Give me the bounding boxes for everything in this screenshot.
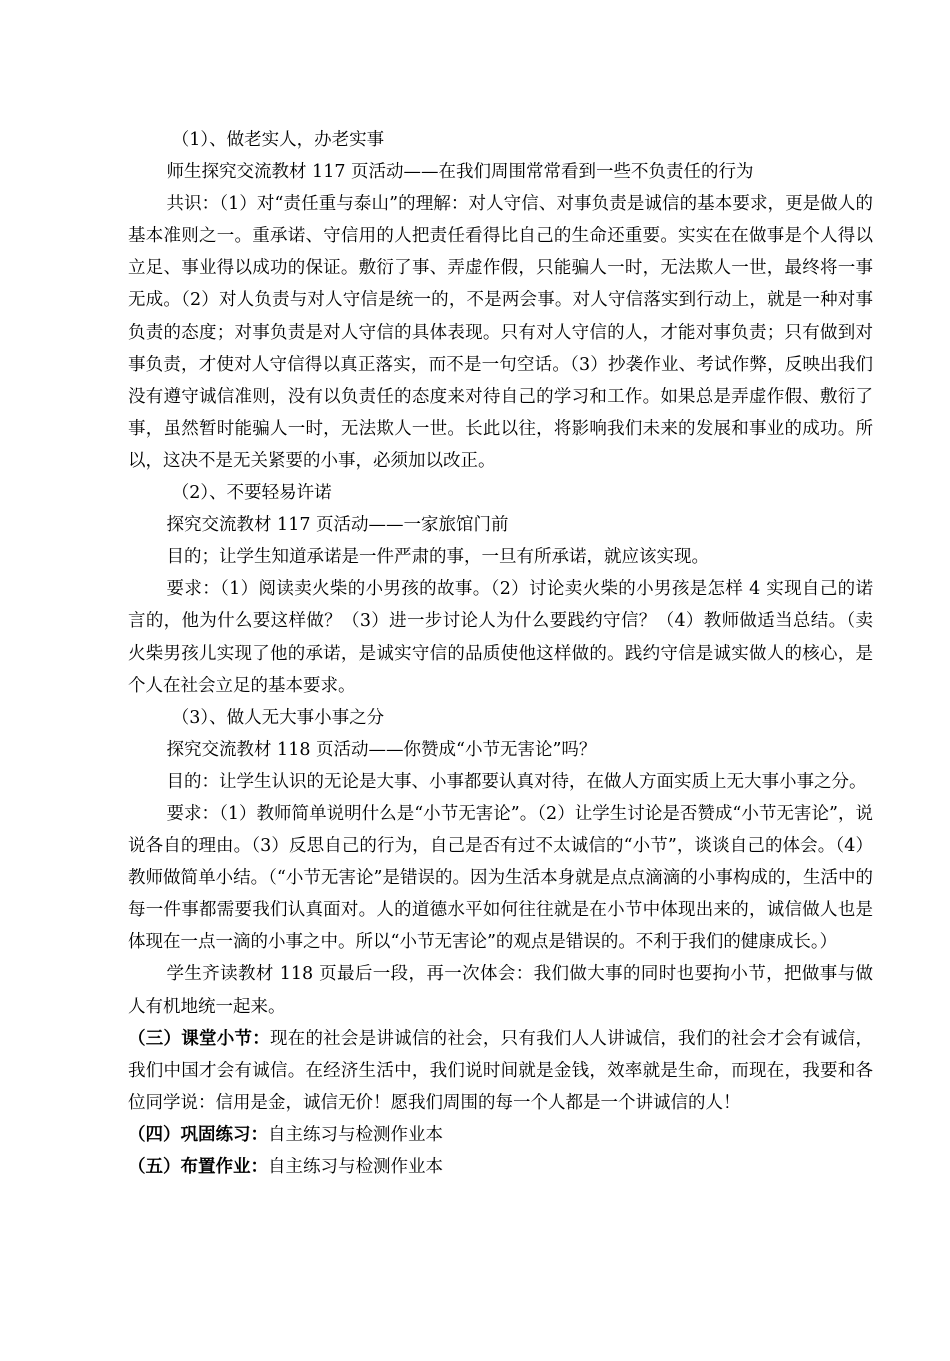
- section-2-purpose: 目的；让学生知道承诺是一件严肃的事，一旦有所承诺，就应该实现。: [166, 547, 709, 568]
- section-3-purpose: 目的：让学生认识的无论是大事、小事都要认真对待，在做人方面实质上无大事小事之分。: [166, 771, 867, 792]
- summary-paragraph: [128, 1023, 873, 1119]
- practice-text: 自主练习与检测作业本: [268, 1124, 443, 1145]
- homework-text: 自主练习与检测作业本: [268, 1157, 443, 1177]
- section-3-reading: 学生齐读教材 118 页最后一段，再一次体会：我们做大事的同时也要拘小节，把做事与做人有机地统一起来。: [128, 964, 873, 1017]
- section-2-activity: 探究交流教材 117 页活动——一家旅馆门前: [166, 515, 509, 536]
- section-2-heading: （2）、不要轻易许诺: [171, 483, 332, 504]
- document-body: [128, 124, 873, 1183]
- section-1-consensus: 共识：（1）对“责任重与泰山”的理解：对人守信、对事负责是诚信的基本要求，更是做人的基本准则之一。重承诺、守信用的人把责任看得比自己的生命还重要。实实在在做事是个人得以立足、事业得以成功的保证。敷衍了事、弄虚作假，只能骗人一时，无法欺人一世，最终将一事无成。（2）对人负责与对人守信是统一的，不是两会事。对人守信落实到行动上，就是一种对事负责的态度；对事负责是对人守信的具体表现。只有对人守信的人，才能对事负责；只有做到对事负责，才使对人守信得以真正落实，而不是一句空话。（3）抄袭作业、考试作弊，反映出我们没有遵守诚信准则，没有以负责任的态度来对待自己的学习和工作。如果总是弄虚作假、敷衍了事，虽然暂时能骗人一时，无法欺人一世。长此以往，将影响我们未来的发展和事业的成功。所以，这决不是无关紧要的小事，必须加以改正。: [128, 194, 873, 471]
- section-3-requirements: 要求：（1）教师简单说明什么是“小节无害论”。（2）让学生讨论是否赞成“小节无害论”，说说各自的理由。（3）反思自己的行为，自己是否有过不太诚信的“小节”，谈谈自己的体会。（4）教师做简单小结。（“小节无害论”是错误的。因为生活本身就是点点滴滴的小事构成的，生活中的每一件事都需要我们认真面对。人的道德水平如何往往就是在小节中体现出来的，诚信做人也是体现在一点一滴的小事之中。所以“小节无害论”的观点是错误的。不利于我们的健康成长。）: [128, 803, 873, 953]
- section-3-heading: （3）、做人无大事小事之分: [171, 707, 385, 728]
- section-3-activity: 探究交流教材 118 页活动——你赞成“小节无害论”吗？: [166, 739, 597, 760]
- summary-text: 现在的社会是讲诚信的社会，只有我们人人讲诚信，我们的社会才会有诚信，我们中国才会有诚信。在经济生活中，我们说时间就是金钱，效率就是生命，而现在，我要和各位同学说：信用是金，诚信无价！愿我们周围的每一个人都是一个讲诚信的人！: [128, 1028, 873, 1113]
- homework-paragraph: [128, 1151, 873, 1183]
- section-1-heading: （1）、做老实人，办老实事: [171, 130, 385, 150]
- practice-paragraph: [128, 1119, 873, 1151]
- homework-label: （五）布置作业：: [128, 1157, 268, 1177]
- practice-label: （四）巩固练习：: [128, 1124, 268, 1145]
- section-2-requirements: 要求：（1）阅读卖火柴的小男孩的故事。（2）讨论卖火柴的小男孩是怎样 4 实现自己的诺言的，他为什么要这样做？（3）进一步讨论人为什么要践约守信？（4）教师做适当总结。（卖火柴男孩儿实现了他的承诺，是诚实守信的品质使他这样做的。践约守信是诚实做人的核心，是个人在社会立足的基本要求。: [128, 579, 873, 696]
- summary-label: （三）课堂小节：: [128, 1028, 270, 1049]
- section-1-activity: 师生探究交流教材 117 页活动——在我们周围常常看到一些不负责任的行为: [166, 162, 754, 183]
